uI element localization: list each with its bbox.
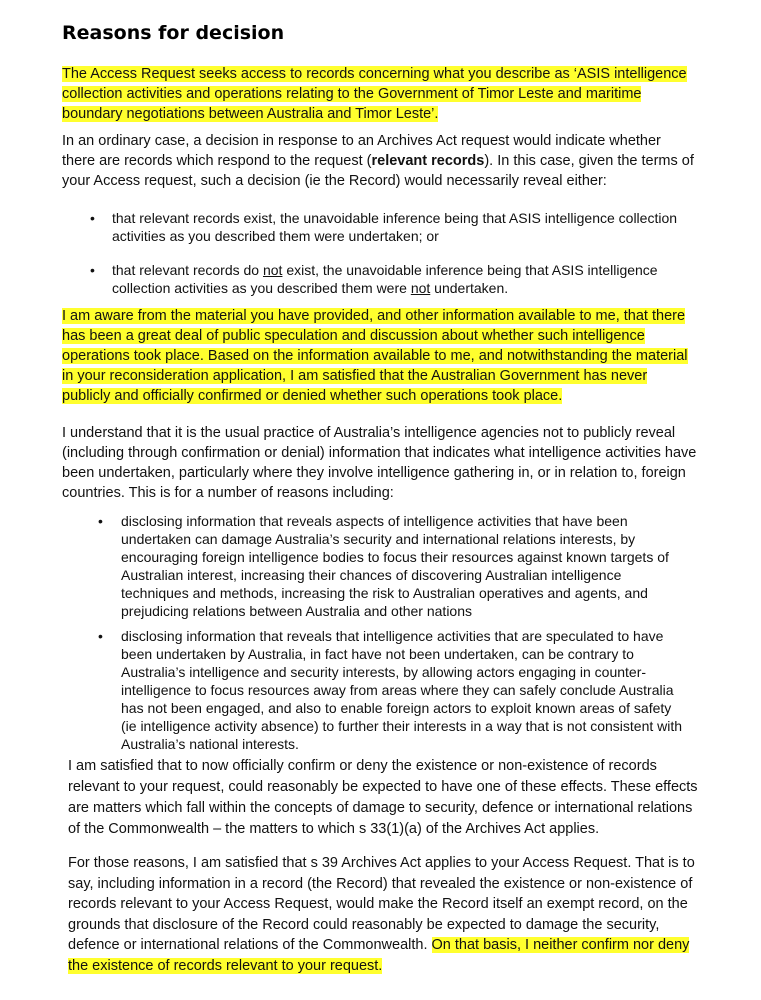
text-span: defence or international relations of the Commonwealth. [68, 937, 432, 953]
highlighted-text: On that basis, I neither confirm nor deny [431, 937, 690, 953]
underlined-word: not [262, 262, 283, 278]
text-span: that relevant records do [112, 262, 263, 278]
text-line: intelligence to focus resources away from areas where they can safely conclude Australia [121, 682, 674, 698]
text-line: Australia’s intelligence and security interests, by allowing actors engaging in counter- [121, 664, 647, 680]
text-line: prejudicing relations between Australia and other nations [121, 603, 473, 619]
text-line: undertaken can damage Australia’s security and international relations interests, by [121, 531, 636, 547]
bullet-item-reveals-activities [121, 512, 669, 620]
text-line: grounds that disclosure of the Record could reasonably be expected to damage the security, [68, 916, 660, 933]
text-line: In an ordinary case, a decision in response to an Archives Act request would indicate whether [62, 133, 661, 149]
text-span: collection activities as you described them were [112, 280, 411, 296]
underlined-word: not [410, 280, 431, 296]
bullet-item-records-not-exist [112, 261, 658, 297]
text-line: Australia’s national interests. [121, 736, 299, 752]
text-line: Australian interest, increasing their chances of discovering Australian intelligence [121, 567, 622, 583]
text-line: countries. This is for a number of reasons including: [62, 485, 394, 501]
paragraph-access-request [62, 64, 687, 124]
highlighted-text: The Access Request seeks access to records concerning what you describe as ‘ASIS intelligence [62, 66, 687, 82]
text-line: say, including information in a record (the Record) that revealed the existence or non-existence of [68, 875, 693, 892]
text-line: are matters which fall within the concepts of damage to security, defence or international relations [68, 800, 693, 816]
bold-term: relevant records [371, 153, 485, 169]
highlighted-text: boundary negotiations between Australia and Timor Leste’. [62, 106, 439, 122]
text-line: of the Commonwealth – the matters to which s 33(1)(a) of the Archives Act applies. [68, 821, 600, 837]
bullet-item-records-exist [112, 209, 677, 245]
highlighted-text: has been a great deal of public speculation and discussion about whether such intelligence [62, 328, 645, 344]
bullet-icon: • [98, 513, 103, 529]
text-line: activities as you described them were undertaken; or [112, 228, 439, 244]
text-line: that relevant records exist, the unavoidable inference being that ASIS intelligence collection [112, 210, 678, 226]
text-line: has not been engaged, and also to enable foreign actors to exploit known areas of safety [121, 700, 672, 716]
bullet-icon: • [90, 210, 95, 226]
highlighted-text: operations took place. Based on the information available to me, and notwithstanding the material [62, 348, 688, 364]
highlighted-text: publicly and officially confirmed or denied whether such operations took place. [62, 388, 563, 404]
text-line: been undertaken, particularly where they involve intelligence gathering in, or in relation to, foreign [62, 465, 686, 481]
paragraph-conclusion [68, 853, 695, 976]
text-line: I understand that it is the usual practice of Australia’s intelligence agencies not to publicly reveal [62, 425, 676, 441]
text-line: encouraging foreign intelligence bodies to focus their resources against known targets of [121, 549, 669, 565]
highlighted-text: in your reconsideration application, I am satisfied that the Australian Government has never [62, 368, 648, 384]
text-line: techniques and methods, increasing the risk to Australian operatives and agents, and [121, 585, 648, 601]
highlighted-text: the existence of records relevant to your request. [68, 957, 383, 974]
text-line: disclosing information that reveals that intelligence activities that are speculated to have [121, 628, 664, 644]
text-line: For those reasons, I am satisfied that s 39 Archives Act applies to your Access Request. That is to [68, 855, 695, 871]
text-line: your Access request, such a decision (ie the Record) would necessarily reveal either: [62, 173, 607, 189]
paragraph-usual-practice [62, 423, 696, 503]
text-line: relevant to your request, could reasonably be expected to have one of these effects. These effects [68, 779, 698, 795]
text-line: disclosing information that reveals aspects of intelligence activities that have been [121, 513, 628, 529]
text-span: exist, the unavoidable inference being that ASIS intelligence [282, 262, 658, 278]
paragraph-public-speculation [62, 306, 688, 406]
highlighted-text: collection activities and operations relating to the Government of Timor Leste and maritime [62, 86, 642, 102]
text-span: undertaken. [430, 280, 509, 296]
text-span: there are records which respond to the request ( [62, 153, 372, 169]
text-line: I am satisfied that to now officially confirm or deny the existence or non-existence of records [68, 758, 657, 774]
section-heading: Reasons for decision [62, 22, 285, 44]
text-line: records relevant to your Access Request, would make the Record itself an exempt record, on the [68, 896, 688, 912]
paragraph-satisfied-effects [68, 756, 698, 840]
text-line: been undertaken by Australia, in fact have not been undertaken, can be contrary to [121, 646, 634, 662]
bullet-icon: • [98, 628, 103, 644]
text-line: (including through confirmation or denial) information that indicates what intelligence activities have [62, 445, 697, 461]
text-line: (ie intelligence activity absence) to further their interests in a way that is not consistent with [121, 718, 683, 734]
paragraph-ordinary-case [62, 131, 694, 191]
text-span: ). In this case, given the terms of [484, 153, 694, 169]
bullet-item-speculated-activities [121, 627, 682, 753]
bullet-icon: • [90, 262, 95, 278]
highlighted-text: I am aware from the material you have provided, and other information available to me, that there [62, 308, 686, 324]
